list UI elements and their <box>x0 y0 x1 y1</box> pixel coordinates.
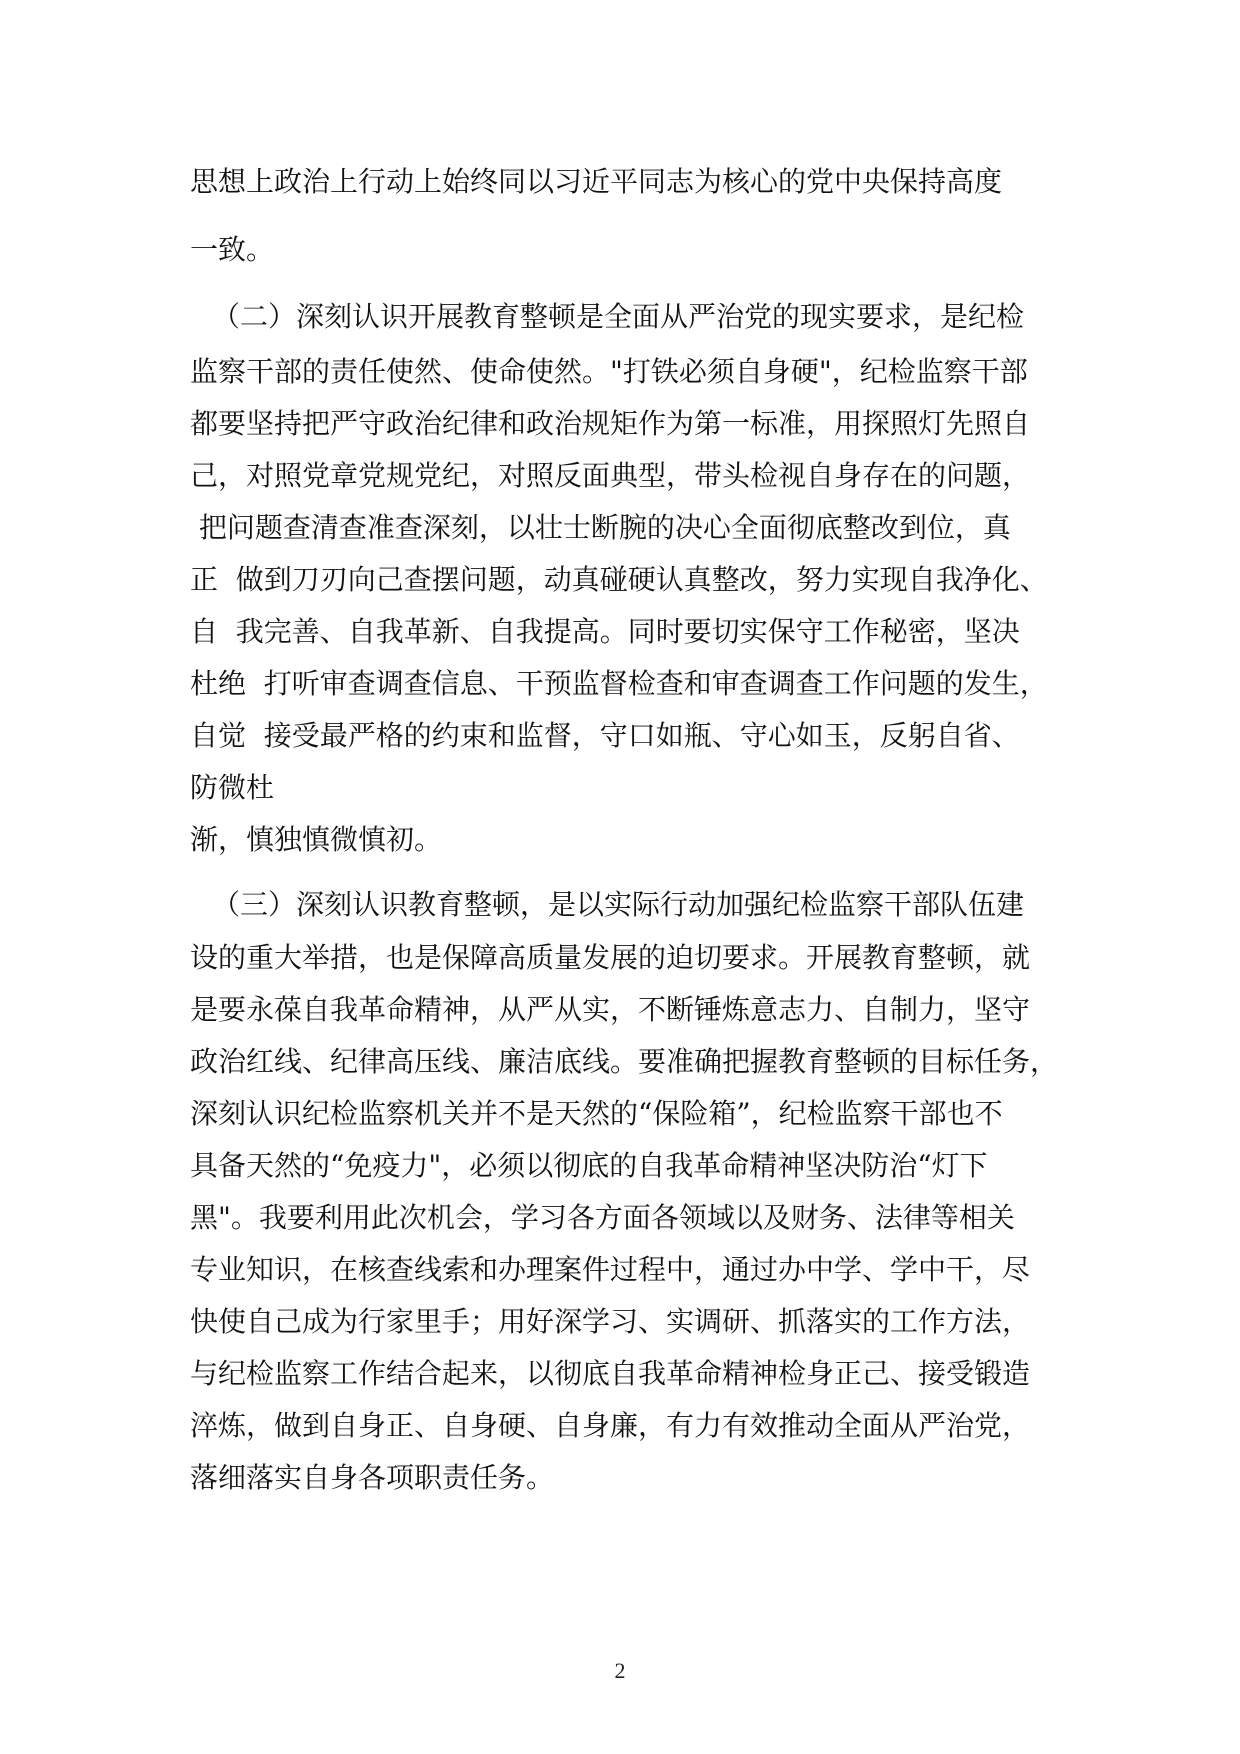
text-line: 快使自己成为行家里手；用好深学习、实调研、抓落实的工作方法， <box>190 1305 1031 1338</box>
text-line: 思想上政治上行动上始终同以习近平同志为核心的党中央保持高度 <box>190 165 1003 198</box>
text-line: 渐，慎独慎微慎初。 <box>190 823 443 856</box>
text-line: （二）深刻认识开展教育整顿是全面从严治党的现实要求，是纪检 <box>212 300 1025 333</box>
text-line: 具备天然的“免疫力"，必须以彻底的自我革命精神坚决防治“灯下 <box>190 1149 988 1182</box>
text-line: 监察干部的责任使然、使命使然。"打铁必须自身硬"，纪检监察干部 <box>190 355 1028 388</box>
text-line: 设的重大举措，也是保障高质量发展的迫切要求。开展教育整顿，就 <box>190 941 1031 974</box>
text-line: 深刻认识纪检监察机关并不是天然的“保险箱”，纪检监察干部也不 <box>190 1097 1003 1130</box>
text-line: 专业知识，在核查线索和办理案件过程中，通过办中学、学中干，尽 <box>190 1253 1031 1286</box>
page-number: 2 <box>614 1658 626 1683</box>
text-line: 防微杜 <box>190 771 275 804</box>
text-line: 是要永葆自我革命精神，从严从实，不断锤炼意志力、自制力，坚守 <box>190 993 1031 1026</box>
text-line: 杜绝 打听审查调查信息、干预监督检查和审查调查工作问题的发生， <box>190 667 1048 700</box>
text-line: 自 我完善、自我革新、自我提高。同时要切实保守工作秘密，坚决 <box>190 615 1020 648</box>
text-line: （三）深刻认识教育整顿，是以实际行动加强纪检监察干部队伍建 <box>212 888 1025 921</box>
text-line: 淬炼，做到自身正、自身硬、自身廉，有力有效推动全面从严治党， <box>190 1409 1031 1442</box>
text-line: 把问题查清查准查深刻，以壮士断腕的决心全面彻底整改到位，真 <box>190 511 1011 544</box>
text-line: 一致。 <box>190 233 275 266</box>
text-line: 落细落实自身各项职责任务。 <box>190 1461 555 1494</box>
text-line: 与纪检监察工作结合起来，以彻底自我革命精神检身正己、接受锻造 <box>190 1357 1031 1390</box>
text-line: 正 做到刀刃向己查摆问题，动真碰硬认真整改，努力实现自我净化、 <box>190 563 1048 596</box>
text-line: 己，对照党章党规党纪，对照反面典型，带头检视自身存在的问题， <box>190 459 1031 492</box>
text-line: 政治红线、纪律高压线、廉洁底线。要准确把握教育整顿的目标任务， <box>190 1045 1059 1078</box>
text-line: 自觉 接受最严格的约束和监督，守口如瓶、守心如玉，反躬自省、 <box>190 719 1020 752</box>
text-line: 黑"。我要利用此次机会，学习各方面各领域以及财务、法律等相关 <box>190 1201 1015 1234</box>
text-line: 都要坚持把严守政治纪律和政治规矩作为第一标准，用探照灯先照自 <box>190 407 1031 440</box>
